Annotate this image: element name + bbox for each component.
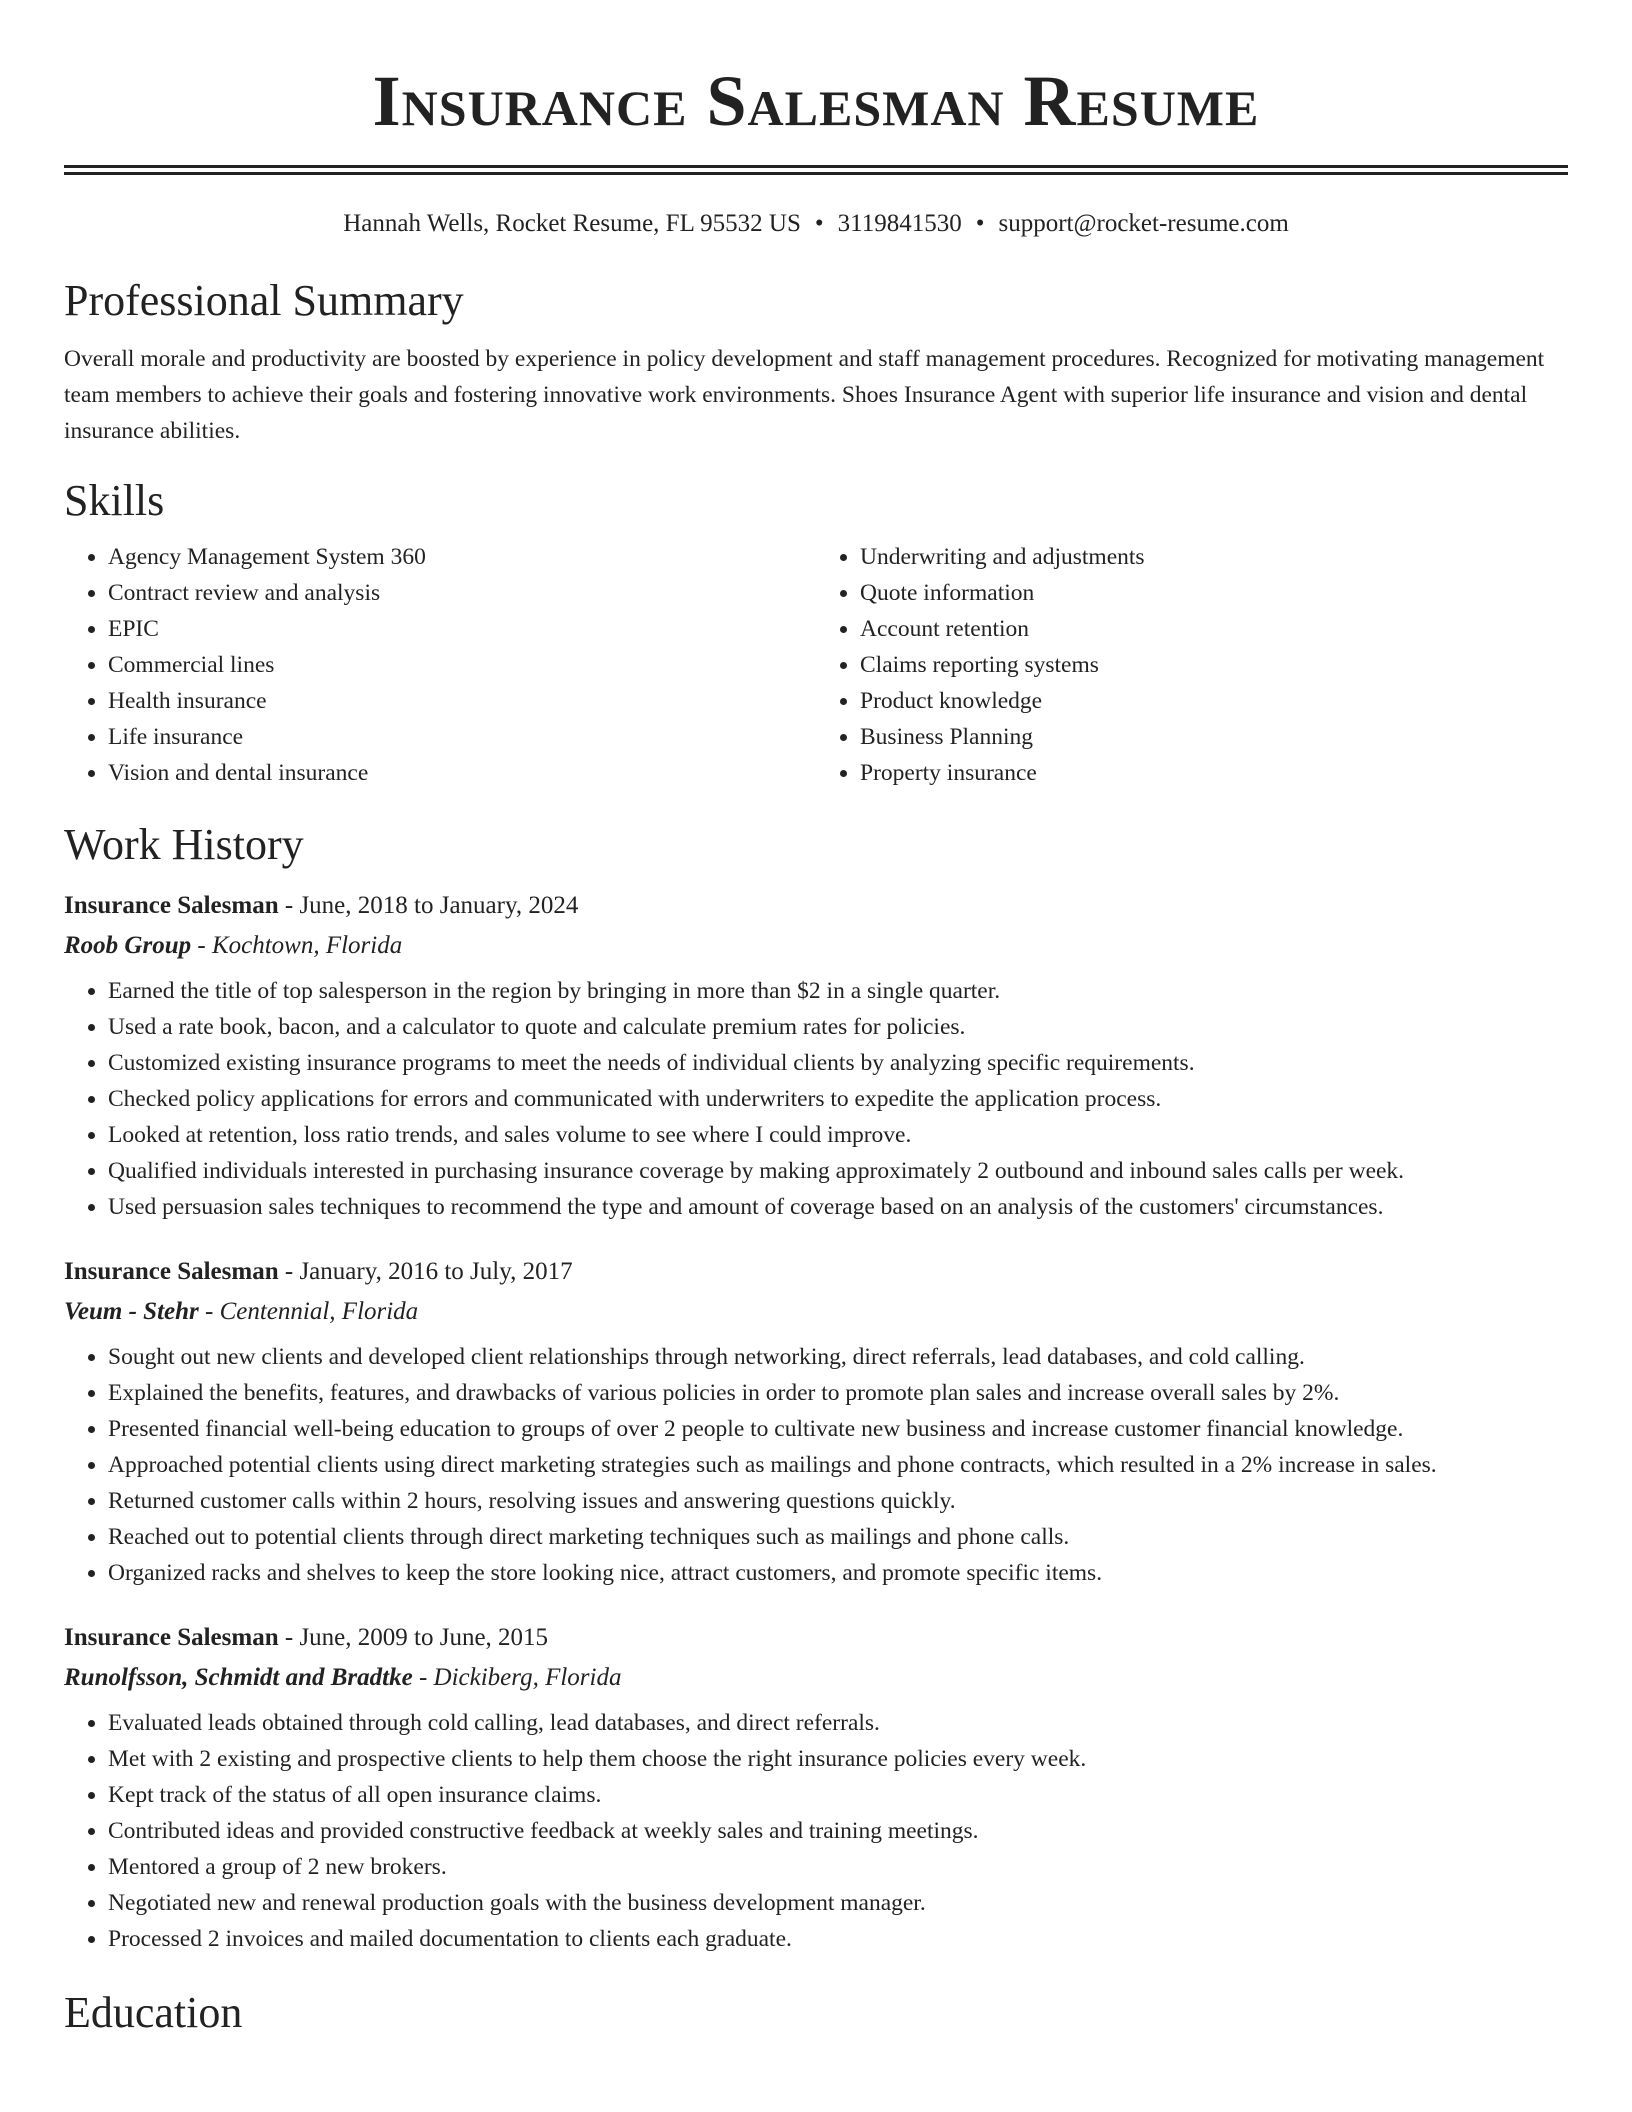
skill-item: • Account retention [860,611,1568,647]
skill-item: • Business Planning [860,719,1568,755]
job-bullet: • Mentored a group of 2 new brokers. [108,1849,1568,1885]
job-title: Insurance Salesman [64,1624,279,1651]
job-bullets [64,1339,1568,1591]
job-bullet: • Met with 2 existing and prospective clients to help them choose the right insurance policies every week. [108,1741,1568,1777]
skill-item: • Health insurance [108,683,816,719]
job-bullet: • Evaluated leads obtained through cold calling, lead databases, and direct referrals. [108,1705,1568,1741]
skill-item: • Quote information [860,575,1568,611]
job-title: Insurance Salesman [64,892,279,919]
summary-heading: Professional Summary [64,276,464,325]
contact-line [64,209,1568,239]
skills-columns [64,539,1568,791]
job-bullet: • Contributed ideas and provided constructive feedback at weekly sales and training meetings. [108,1813,1568,1849]
skill-item: • Agency Management System 360 [108,539,816,575]
job-company: Roob Group [64,932,192,959]
skills-heading: Skills [64,476,165,525]
job-dates: - January, 2016 to July, 2017 [278,1258,573,1285]
job-bullet: • Sought out new clients and developed client relationships through networking, direct referrals, lead databases, and cold calling. [108,1339,1568,1375]
skill-item: • EPIC [108,611,816,647]
contact-separator: • [975,210,985,237]
job-dates: - June, 2009 to June, 2015 [278,1624,549,1651]
contact-separator: • [814,210,824,237]
title-double-rule [64,165,1568,175]
job-location: - Kochtown, Florida [191,932,403,959]
resume-page [64,0,1568,2039]
job-entry [64,1623,1568,1957]
job-title: Insurance Salesman [64,1258,279,1285]
skills-list-left [64,539,816,791]
job-bullet: • Customized existing insurance programs to meet the needs of individual clients by analyzing specific requirements. [108,1045,1568,1081]
job-bullet: • Used a rate book, bacon, and a calculator to quote and calculate premium rates for policies. [108,1009,1568,1045]
job-company-line [64,1663,1568,1693]
job-title-line [64,1257,1568,1287]
job-entry [64,1257,1568,1591]
skills-list-right [816,539,1568,791]
job-bullet: • Approached potential clients using direct marketing strategies such as mailings and phone contracts, which resulted in a 2% increase in sales. [108,1447,1568,1483]
job-title-line [64,891,1568,921]
skill-item: • Product knowledge [860,683,1568,719]
job-bullet: • Checked policy applications for errors and communicated with underwriters to expedite the application process. [108,1081,1568,1117]
job-bullet: • Negotiated new and renewal production goals with the business development manager. [108,1885,1568,1921]
work-history-heading: Work History [64,820,304,869]
job-bullets [64,1705,1568,1957]
summary-text: Overall morale and productivity are boosted by experience in policy development and staff management procedures. Recognized for motivating management team members to achieve their goals and fostering innovative work environments. Shoes Insurance Agent with superior life insurance and vision and dental insurance abilities. [64,346,1545,444]
skill-item: • Underwriting and adjustments [860,539,1568,575]
contact-address: Hannah Wells, Rocket Resume, FL 95532 US [343,210,801,237]
skill-item: • Claims reporting systems [860,647,1568,683]
job-bullet: • Returned customer calls within 2 hours, resolving issues and answering questions quickly. [108,1483,1568,1519]
contact-phone: 3119841530 [837,210,962,237]
job-title-line [64,1623,1568,1653]
job-bullet: • Looked at retention, loss ratio trends, and sales volume to see where I could improve. [108,1117,1568,1153]
skill-item: • Commercial lines [108,647,816,683]
skill-item: • Vision and dental insurance [108,755,816,791]
contact-email: support@rocket-resume.com [998,210,1289,237]
skill-item: • Property insurance [860,755,1568,791]
job-bullet: • Used persuasion sales techniques to recommend the type and amount of coverage based on an analysis of the customers' circumstances. [108,1189,1568,1225]
job-company-line [64,931,1568,961]
job-bullet: • Presented financial well-being education to groups of over 2 people to cultivate new business and increase customer financial knowledge. [108,1411,1568,1447]
job-bullet: • Explained the benefits, features, and drawbacks of various policies in order to promote plan sales and increase overall sales by 2%. [108,1375,1568,1411]
job-bullet: • Qualified individuals interested in purchasing insurance coverage by making approximately 2 outbound and inbound sales calls per week. [108,1153,1568,1189]
job-dates: - June, 2018 to January, 2024 [278,892,579,919]
job-location: - Dickiberg, Florida [412,1664,622,1691]
job-bullet: • Earned the title of top salesperson in the region by bringing in more than $2 in a single quarter. [108,973,1568,1009]
job-company: Runolfsson, Schmidt and Bradtke [64,1664,413,1691]
job-entry [64,891,1568,1225]
job-company: Veum - Stehr [64,1298,199,1325]
job-company-line [64,1297,1568,1327]
job-bullet: • Organized racks and shelves to keep the store looking nice, attract customers, and promote specific items. [108,1555,1568,1591]
job-bullet: • Kept track of the status of all open insurance claims. [108,1777,1568,1813]
skill-item: • Life insurance [108,719,816,755]
job-bullets [64,973,1568,1225]
skill-item: • Contract review and analysis [108,575,816,611]
job-bullet: • Reached out to potential clients through direct marketing techniques such as mailings and phone calls. [108,1519,1568,1555]
education-heading: Education [64,1988,243,2037]
job-bullet: • Processed 2 invoices and mailed documentation to clients each graduate. [108,1921,1568,1957]
job-location: - Centennial, Florida [198,1298,419,1325]
resume-title: Insurance Salesman Resume [372,61,1260,141]
